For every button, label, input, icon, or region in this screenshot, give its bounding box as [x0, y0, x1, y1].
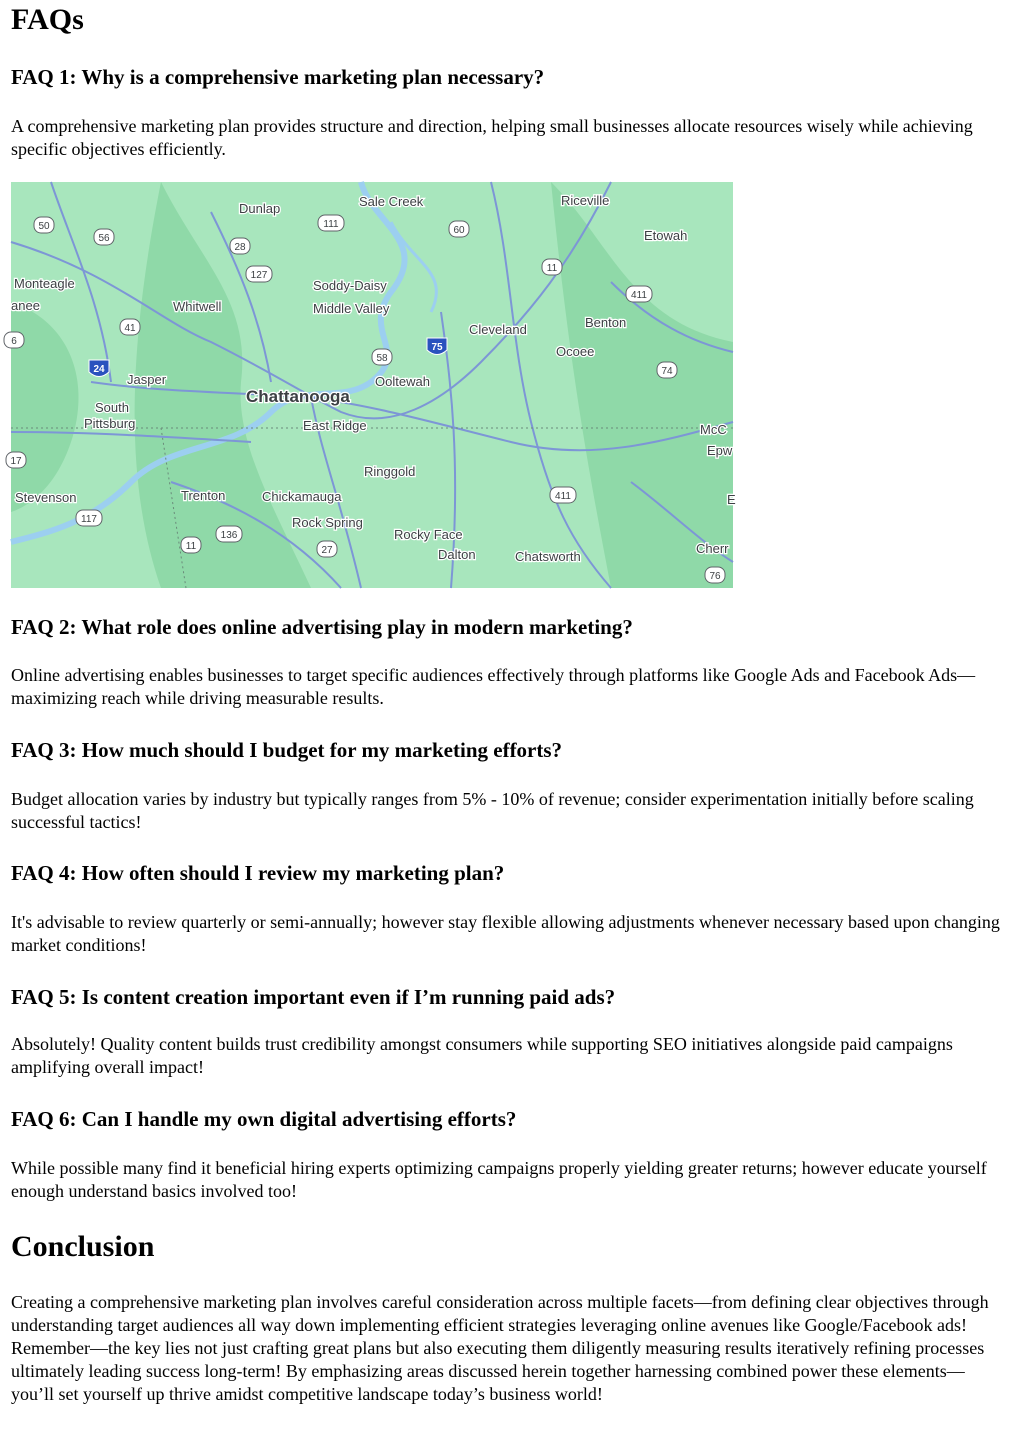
- map-place-label: Dunlap: [239, 201, 281, 216]
- map-place-label: Sale Creek: [359, 194, 424, 209]
- map-place-label: Middle Valley: [313, 301, 390, 316]
- map-place-label: Soddy-Daisy: [313, 278, 387, 293]
- route-shield: [4, 332, 24, 348]
- route-shield-number: 76: [709, 571, 721, 582]
- faq-2-answer: Online advertising enables businesses to target specific audiences effectively through platforms like Google Ads and Facebook Ads—maximizing reach while driving measurable results.: [11, 665, 976, 708]
- route-shield-number: 28: [234, 242, 246, 253]
- faq-6-question: FAQ 6: Can I handle my own digital advertising efforts?: [11, 1107, 517, 1131]
- faqs-heading: FAQs: [11, 3, 84, 36]
- faq-1-question: FAQ 1: Why is a comprehensive marketing plan necessary?: [11, 65, 545, 89]
- route-shield-number: 411: [555, 491, 571, 502]
- route-shield: [449, 221, 469, 237]
- map-place-label: Trenton: [181, 488, 226, 503]
- route-shield: [317, 541, 337, 557]
- map-place-label: Etowah: [644, 228, 688, 243]
- route-shield-number: 50: [38, 221, 50, 232]
- route-shield: [34, 217, 54, 233]
- route-shield-number: 11: [546, 263, 558, 274]
- map-place-label: Chatsworth: [515, 549, 581, 564]
- route-shield-number: 58: [376, 353, 388, 364]
- map-place-label: Chattanooga: [246, 387, 350, 406]
- route-shield: [550, 487, 576, 503]
- interstate-shield: [89, 360, 109, 377]
- map-place-label: Stevenson: [15, 490, 77, 505]
- interstate-number: 24: [93, 364, 105, 375]
- map-place-label: Jasper: [127, 372, 167, 387]
- faq-3-question: FAQ 3: How much should I budget for my marketing efforts?: [11, 738, 563, 762]
- route-shield-number: 411: [631, 290, 647, 301]
- map-place-label: Cleveland: [469, 322, 527, 337]
- map-place-label: Riceville: [561, 193, 610, 208]
- route-shield-number: 56: [98, 233, 110, 244]
- route-shield: [181, 537, 201, 553]
- faq-4-question: FAQ 4: How often should I review my marketing plan?: [11, 861, 505, 885]
- map-place-label: Pittsburg: [84, 416, 136, 431]
- map-place-label: Dalton: [438, 547, 476, 562]
- faq-5-answer: Absolutely! Quality content builds trust credibility amongst consumers while supporting SEO initiatives alongside paid campaigns amplifying overall impact!: [11, 1034, 953, 1077]
- map-place-label: South: [95, 400, 129, 415]
- route-shield-number: 27: [321, 545, 333, 556]
- route-shield: [6, 452, 26, 468]
- route-shield: [318, 215, 344, 231]
- route-shield-number: 41: [124, 323, 136, 334]
- route-shield: [246, 266, 272, 282]
- map-place-label: anee: [11, 298, 40, 313]
- map-place-label: Cherr: [696, 541, 729, 556]
- faq-5-question: FAQ 5: Is content creation important even if I’m running paid ads?: [11, 985, 616, 1009]
- route-shield-number: 74: [661, 366, 673, 377]
- conclusion-text: Creating a comprehensive marketing plan involves careful consideration across multiple facets—from defining clear objectives through understanding target audiences all way down implementing efficient strategies leveraging online avenues like Google/Facebook ads! Remember—the key lies not just crafting great plans but also executing them diligently measuring results iteratively refining processes ultimately leading success long-term! By emphasizing areas discussed herein together harnessing combined power these elements—you’ll set yourself up thrive amidst competitive landscape today’s business world!: [11, 1292, 989, 1404]
- route-shield-number: 127: [250, 270, 268, 281]
- map-place-label: Chickamauga: [262, 489, 342, 504]
- map-place-label: Whitwell: [173, 299, 222, 314]
- route-shield-number: 111: [323, 219, 339, 230]
- faq-4-answer: It's advisable to review quarterly or semi-annually; however stay flexible allowing adjustments whenever necessary based upon changing market conditions!: [11, 912, 1000, 955]
- route-shield-number: 11: [185, 541, 197, 552]
- map-place-label: Rocky Face: [394, 527, 463, 542]
- route-shield: [657, 362, 677, 378]
- map-place-label: McC: [700, 422, 727, 437]
- faq-1-answer: A comprehensive marketing plan provides structure and direction, helping small businesses allocate resources wisely while achieving specific objectives efficiently.: [11, 116, 973, 159]
- route-shield: [120, 319, 140, 335]
- map-place-label: Monteagle: [14, 276, 75, 291]
- route-shield: [216, 526, 242, 542]
- interstate-shield: [427, 338, 447, 355]
- route-shield-number: 136: [220, 530, 238, 541]
- conclusion-heading: Conclusion: [11, 1230, 155, 1263]
- interstate-number: 75: [431, 342, 443, 353]
- map-place-label: E: [727, 492, 736, 507]
- map-place-label: Ringgold: [364, 464, 416, 479]
- route-shield-number: 17: [10, 456, 22, 467]
- route-shield-number: 117: [81, 514, 97, 525]
- route-shield: [705, 567, 725, 583]
- map-place-label: Ooltewah: [375, 374, 430, 389]
- map-place-label: Epw: [707, 443, 733, 458]
- map-place-label: Benton: [585, 315, 627, 330]
- route-shield-number: 60: [453, 225, 465, 236]
- map-canvas: [10, 182, 736, 588]
- faq-3-answer: Budget allocation varies by industry but typically ranges from 5% - 10% of revenue; consider experimentation initially before scaling successful tactics!: [11, 789, 974, 832]
- faq-2-question: FAQ 2: What role does online advertising play in modern marketing?: [11, 615, 633, 639]
- route-shield: [230, 238, 250, 254]
- faq-6-answer: While possible many find it beneficial hiring experts optimizing campaigns properly yielding greater returns; however educate yourself enough understand basics involved too!: [11, 1158, 987, 1201]
- route-shield-number: 6: [11, 336, 17, 347]
- map-image: [10, 182, 736, 588]
- route-shield: [372, 349, 392, 365]
- route-shield: [542, 259, 562, 275]
- map-place-label: East Ridge: [303, 418, 367, 433]
- route-shield: [626, 286, 652, 302]
- map-place-label: Ocoee: [556, 344, 595, 359]
- route-shield: [94, 229, 114, 245]
- route-shield: [76, 510, 102, 526]
- map-place-label: Rock Spring: [292, 515, 363, 530]
